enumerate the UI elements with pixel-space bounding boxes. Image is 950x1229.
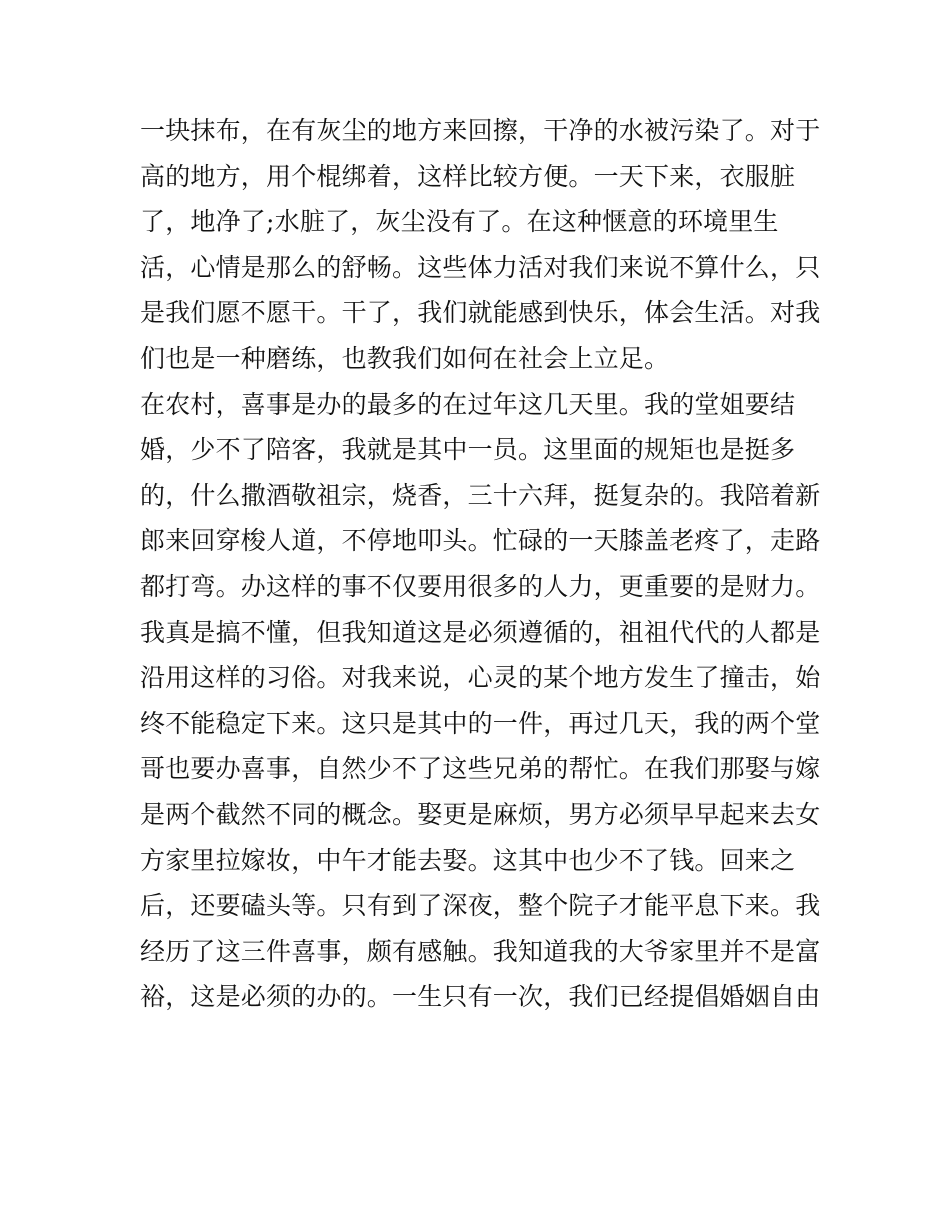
text-line: 了，地净了;水脏了，灰尘没有了。在这种惬意的环境里生: [140, 207, 779, 237]
text-line: 裕，这是必须的办的。一生只有一次，我们已经提倡婚姻自由: [140, 982, 820, 1012]
text-line: 是我们愿不愿干。干了，我们就能感到快乐，体会生活。对我: [140, 298, 820, 328]
text-line: 的，什么撒酒敬祖宗，烧香，三十六拜，挺复杂的。我陪着新: [140, 480, 820, 510]
text-line: 活，心情是那么的舒畅。这些体力活对我们来说不算什么，只: [140, 252, 820, 282]
text-line: 婚，少不了陪客，我就是其中一员。这里面的规矩也是挺多: [140, 435, 796, 465]
text-line: 一块抹布，在有灰尘的地方来回擦，干净的水被污染了。对于: [140, 116, 820, 145]
text-line: 都打弯。办这样的事不仅要用很多的人力，更重要的是财力。: [140, 571, 820, 601]
text-line: 方家里拉嫁妆，中午才能去娶。这其中也少不了钱。回来之: [140, 845, 796, 875]
text-line: 是两个截然不同的概念。娶更是麻烦，男方必须早早起来去女: [140, 799, 820, 829]
text-line: 终不能稳定下来。这只是其中的一件，再过几天，我的两个堂: [140, 708, 820, 738]
text-line: 哥也要办喜事，自然少不了这些兄弟的帮忙。在我们那娶与嫁: [140, 754, 820, 784]
text-line: 经历了这三件喜事，颇有感触。我知道我的大爷家里并不是富: [140, 936, 820, 966]
body-text: [140, 108, 820, 1020]
text-line: 后，还要磕头等。只有到了深夜，整个院子才能平息下来。我: [140, 891, 820, 921]
text-line: 高的地方，用个棍绑着，这样比较方便。一天下来，衣服脏: [140, 161, 796, 191]
text-line: 沿用这样的习俗。对我来说，心灵的某个地方发生了撞击，始: [140, 663, 820, 693]
text-line: 郎来回穿梭人道，不停地叩头。忙碌的一天膝盖老疼了，走路: [140, 526, 820, 556]
text-line: 们也是一种磨练，也教我们如何在社会上立足。: [140, 343, 670, 373]
text-line: 在农村，喜事是办的最多的在过年这几天里。我的堂姐要结: [140, 389, 796, 419]
text-line: 我真是搞不懂，但我知道这是必须遵循的，祖祖代代的人都是: [140, 617, 820, 647]
